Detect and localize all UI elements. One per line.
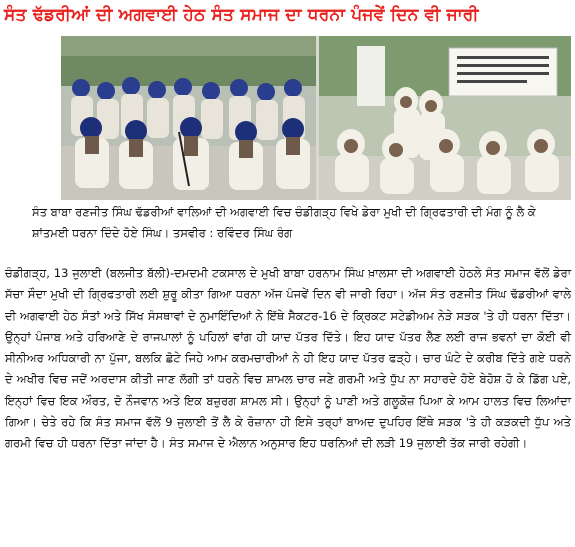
photo-caption: ਸੰਤ ਬਾਬਾ ਰਣਜੀਤ ਸਿੰਘ ਢੱਡਰੀਆਂ ਵਾਲਿਆਂ ਦੀ ਅਗਵਾਈ ਵਿਚ ਚੰਡੀਗੜ੍ਹ ਵਿਖੇ ਡੇਰਾ ਮੁਖੀ ਦੀ ਗ੍ਰਿਫਤਾਰੀ ਦੀ ਮੰਗ ਨੂੰ ਲੈ ਕੇ ਸ਼ਾਂਤਮਈ ਧਰਨਾ ਦਿੰਦੇ ਹੋਏ ਸਿੰਘ। ਤਸਵੀਰ : ਰਵਿੰਦਰ ਸਿੰਘ ਰੰਗ bbox=[32, 205, 536, 240]
news-photo bbox=[61, 36, 571, 200]
right-photo bbox=[319, 36, 571, 200]
news-photo-drawing bbox=[61, 36, 571, 200]
left-photo bbox=[61, 36, 316, 200]
article-body: ਚੰਡੀਗੜ੍ਹ, 13 ਜੁਲਾਈ (ਬਲਜੀਤ ਬੱਲੀ)-ਦਮਦਮੀ ਟਕਸਾਲ ਦੇ ਮੁਖੀ ਬਾਬਾ ਹਰਨਾਮ ਸਿੰਘ ਖ਼ਾਲਸਾ ਦੀ ਅਗਵਾਈ ਹੇਠਲੇ ਸੰਤ ਸਮਾਜ ਵੱਲੋਂ ਡੇਰਾ ਸੱਚਾ ਸੌਦਾ ਮੁਖੀ ਦੀ ਗ੍ਰਿਫਤਾਰੀ ਲਈ ਸ਼ੁਰੂ ਕੀਤਾ ਗਿਆ ਧਰਨਾ ਅੱਜ ਪੰਜਵੇਂ ਦਿਨ ਵੀ ਜਾਰੀ ਰਿਹਾ। ਅੱਜ ਸੰਤ ਰਣਜੀਤ ਸਿੰਘ ਢੱਡਰੀਆਂ ਵਾਲੇ ਦੀ ਅਗਵਾਈ ਹੇਠ ਸੰਤਾਂ ਅਤੇ ਸਿੱਖ ਸੰਸਥਾਵਾਂ ਦੇ ਨੁਮਾਇੰਦਿਆਂ ਨੇ ਇੱਥੇ ਸੈਕਟਰ-16 ਦੇ ਕ੍ਰਿਕਟ ਸਟੇਡੀਅਮ ਨੇੜੇ ਸੜਕ 'ਤੇ ਹੀ ਧਰਨਾ ਦਿੱਤਾ। ਉਨ੍ਹਾਂ ਪੰਜਾਬ ਅਤੇ ਹਰਿਆਣੇ ਦੇ ਰਾਜਪਾਲਾਂ ਨੂੰ ਪਹਿਲਾਂ ਵਾਂਗ ਹੀ ਯਾਦ ਪੱਤਰ ਦਿੱਤੇ। ਇਹ ਯਾਦ ਪੱਤਰ ਲੈਣ ਲਈ ਰਾਜ ਭਵਨਾਂ ਦਾ ਕੋਈ ਵੀ ਸੀਨੀਅਰ ਅਧਿਕਾਰੀ ਨਾ ਪੁੱਜਾ, ਬਲਕਿ ਛੋਟੇ ਜਿਹੇ ਆਮ ਕਰਮਚਾਰੀਆਂ ਨੇ ਹੀ ਇਹ ਯਾਦ ਪੱਤਰ ਫੜ੍ਹੇ। ਚਾਰ ਘੰਟੇ ਦੇ ਕਰੀਬ ਦਿੱਤੇ ਗਏ ਧਰਨੇ ਦੇ ਅਖੀਰ ਵਿਚ ਜਦੋਂ ਅਰਦਾਸ ਕੀਤੀ ਜਾਣ ਲੱਗੀ ਤਾਂ ਧਰਨੇ ਵਿਚ ਸ਼ਾਮਲ ਚਾਰ ਜਣੇ ਗਰਮੀ ਅਤੇ ਧੁੱਪ ਨਾ ਸਹਾਰਦੇ ਹੋਏ ਬੇਹੋਸ਼ ਹੋ ਕੇ ਡਿੱਗ ਪਏ, ਇਨ੍ਹਾਂ ਵਿਚ ਇਕ ਔਰਤ, ਦੋ ਨੌਜਵਾਨ ਅਤੇ ਇਕ ਬਜ਼ੁਰਗ ਸ਼ਾਮਲ ਸੀ। ਉਨ੍ਹਾਂ ਨੂੰ ਪਾਣੀ ਅਤੇ ਗਲੂਕੋਜ਼ ਪਿਆ ਕੇ ਆਮ ਹਾਲਤ ਵਿਚ ਲਿਆਂਦਾ ਗਿਆ। ਚੇਤੇ ਰਹੇ ਕਿ ਸੰਤ ਸਮਾਜ ਵੱਲੋਂ 9 ਜੁਲਾਈ ਤੋਂ ਲੈ ਕੇ ਰੋਜ਼ਾਨਾ ਹੀ ਇਸੇ ਤਰ੍ਹਾਂ ਬਾਅਦ ਦੁਪਹਿਰ ਇੱਥੇ ਸੜਕ 'ਤੇ ਹੀ ਕੜਕਦੀ ਧੁੱਪ ਅਤੇ ਗਰਮੀ ਵਿਚ ਹੀ ਧਰਨਾ ਦਿੱਤਾ ਜਾਂਦਾ ਹੈ। ਸੰਤ ਸਮਾਜ ਦੇ ਐਲਾਨ ਅਨੁਸਾਰ ਇਹ ਧਰਨਿਆਂ ਦੀ ਲੜੀ 19 ਜੁਲਾਈ ਤੱਕ ਜਾਰੀ ਰਹੇਗੀ। bbox=[5, 266, 571, 451]
headline: ਸੰਤ ਢੱਡਰੀਆਂ ਦੀ ਅਗਵਾਈ ਹੇਠ ਸੰਤ ਸਮਾਜ ਦਾ ਧਰਨਾ ਪੰਜਵੇਂ ਦਿਨ ਵੀ ਜਾਰੀ bbox=[4, 5, 479, 25]
